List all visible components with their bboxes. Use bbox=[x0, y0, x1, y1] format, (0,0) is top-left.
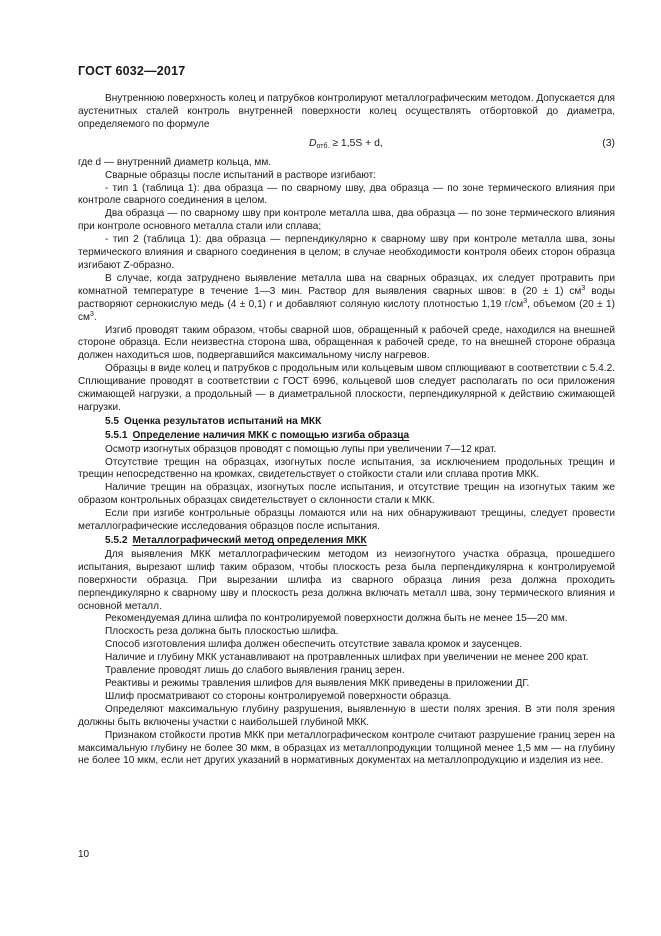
formula-3 bbox=[78, 137, 615, 152]
formula-rhs: ≥ 1,5S + d, bbox=[332, 137, 383, 149]
document-header: ГОСТ 6032—2017 bbox=[78, 64, 186, 78]
paragraph: Наличие и глубину МКК устанавливают на протравленных шлифах при увеличении не менее 200 крат. bbox=[105, 652, 589, 664]
paragraph: Внутреннюю поверхность колец и патрубков контролируют металлографическим методом. Допускается для аустенитных сталей контроль внутренней поверхности колец осуществлять отбортовкой до диаметра, определяемого по формуле bbox=[78, 93, 615, 130]
paragraph: Осмотр изогнутых образцов проводят с помощью лупы при увеличении 7—12 крат. bbox=[105, 443, 497, 455]
paragraph: Два образца — по сварному шву при контроле металла шва, два образца — по зоне термического влияния при контроле основного металла стали или сплава; bbox=[78, 208, 615, 233]
list-item: - тип 1 (таблица 1): два образца — по сварному шву, два образца — по зоне термического влияния при контроле сварного соединения в целом. bbox=[78, 182, 615, 207]
formula-where: где d — внутренний диаметр кольца, мм. bbox=[78, 156, 272, 168]
paragraph-etching: В случае, когда затруднено выявление металла шва на сварных образцах, их следует протравить при комнатной температуре в течение 1—3 мин. Раствор для выявления сварных швов: в (20 ± 1) $см^3$ воды растворяют сернокислую медь (4 ± 0,1) г и добавляют соляную кислоту плотностью 1,19 $г/см^3$, объемом (20 ± 1) $см^3$. bbox=[78, 272, 615, 323]
paragraph: Отсутствие трещин на образцах, изогнутых после испытания, за исключением продольных трещин и трещин непосредственно на кромках, свидетельствует о стойкости стали или сплава против МКК. bbox=[78, 456, 615, 481]
page-number: 10 bbox=[78, 849, 90, 860]
paragraph: Шлиф просматривают со стороны контролируемой поверхности образца. bbox=[105, 690, 452, 702]
formula-subscript: отб. bbox=[316, 142, 330, 150]
paragraph: Изгиб проводят таким образом, чтобы сварной шов, обращенный к рабочей среде, находился на внешней стороне образца. Если неизвестна сторона шва, обращенная к рабочей среде, то на внешней стороне образца должен находиться шов, подвергавшийся максимальному числу нагревов. bbox=[78, 324, 615, 362]
paragraph: Плоскость реза должна быть плоскостью шлифа. bbox=[105, 626, 339, 638]
paragraph: Способ изготовления шлифа должен обеспечить отсутствие завала кромок и заусенцев. bbox=[105, 639, 523, 651]
list-item: - тип 2 (таблица 1): два образца — перпендикулярно к сварному шву при контроле металла шва, зоны термического влияния и сварного соединения в целом; в случае необходимости контроля обеих сторон образца изгибают Z-образно. bbox=[78, 234, 615, 271]
formula-number: (3) bbox=[602, 137, 615, 149]
subsection-heading-5-5-1: 5.5.1 Определение наличия МКК с помощью изгиба образца bbox=[105, 429, 410, 441]
paragraph: Травление проводят лишь до слабого выявления границ зерен. bbox=[105, 665, 405, 677]
paragraph: Если при изгибе контрольные образцы ломаются или на них обнаруживают трещины, следует провести металлографические исследования образцов после испытания. bbox=[78, 508, 615, 533]
paragraph: Реактивы и режимы травления шлифов для выявления МКК приведены в приложении ДГ. bbox=[105, 677, 530, 689]
paragraph: Рекомендуемая длина шлифа по контролируемой поверхности должна быть не менее 15—20 мм. bbox=[105, 613, 568, 625]
paragraph: Для выявления МКК металлографическим методом из неизогнутого участка образца, прошедшего испытания, вырезают шлиф таким образом, чтобы плоскость реза была перпендикулярна к контролируемой поверхности образца. При вырезании шлифа из сварного образца линия реза должна проходить перпендикулярно к сварному шву и плоскость реза должна включать металл шва, зону термического влияния и основной металл. bbox=[78, 548, 615, 612]
formula-symbol: D bbox=[309, 137, 317, 149]
paragraph: Наличие трещин на образцах, изогнутых после испытания, и отсутствие трещин на изогнутых таким же образом контрольных образцах свидетельствует о склонности стали к МКК. bbox=[78, 482, 615, 507]
document-body bbox=[78, 93, 615, 768]
paragraph: Признаком стойкости против МКК при металлографическом контроле считают разрушение границ зерен на максимальную глубину не более 30 мкм, в образцах из металлопродукции толщиной менее 1,5 мм — на глубину не более 10 мкм, если нет других указаний в нормативных документах на металлопродукцию и изделия из нее. bbox=[78, 729, 615, 767]
subsection-heading-5-5-2: 5.5.2 Металлографический метод определения МКК bbox=[105, 535, 367, 546]
section-heading-5-5: 5.5 Оценка результатов испытаний на МКК bbox=[105, 415, 322, 427]
paragraph: Сварные образцы после испытаний в растворе изгибают: bbox=[105, 169, 377, 181]
paragraph: Образцы в виде колец и патрубков с продольным или кольцевым швом сплющивают в соответствии с 5.4.2. Сплющивание проводят в соответствии с ГОСТ 6996, кольцевой шов следует располагать по оси приложения сжимающей нагрузки, а продольный — в диаметральной плоскости, перпендикулярной к действию сжимающей нагрузки. bbox=[78, 363, 615, 413]
paragraph: Определяют максимальную глубину разрушения, выявленную в шести полях зрения. В эти поля зрения должны быть включены участки с наибольшей глубиной МКК. bbox=[78, 703, 615, 728]
formula-expression bbox=[309, 138, 383, 154]
